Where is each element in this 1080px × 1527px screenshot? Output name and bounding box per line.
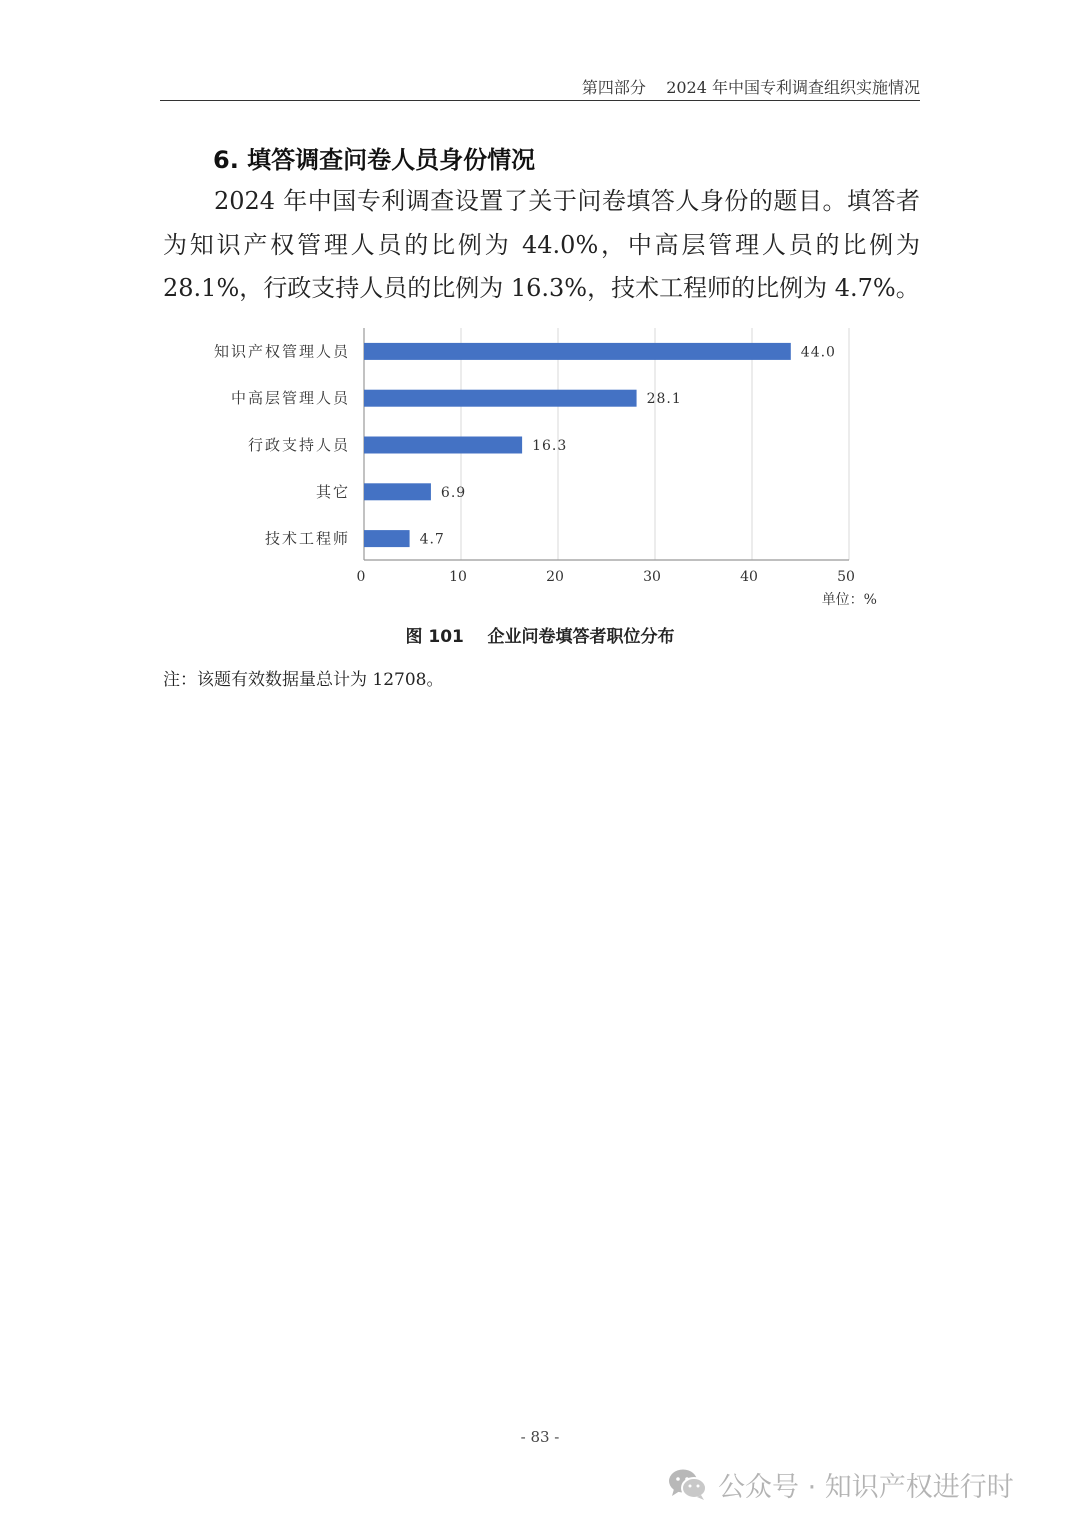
figure-caption bbox=[0, 622, 1080, 647]
x-tick-label: 0 bbox=[356, 569, 366, 585]
category-label: 行政支持人员 bbox=[247, 436, 350, 454]
header-section: 第四部分 bbox=[581, 78, 646, 97]
bar bbox=[364, 437, 522, 454]
x-tick-label: 50 bbox=[837, 569, 855, 585]
bar bbox=[364, 343, 791, 360]
category-label: 知识产权管理人员 bbox=[213, 342, 350, 361]
x-tick-label: 30 bbox=[643, 569, 661, 585]
bar bbox=[364, 390, 637, 407]
x-tick-label: 10 bbox=[449, 569, 467, 585]
data-label: 4.7 bbox=[419, 531, 445, 548]
wechat-icon bbox=[668, 1467, 708, 1501]
watermark-text: 公众号 · 知识产权进行时 bbox=[718, 1471, 1014, 1503]
bar bbox=[364, 483, 431, 500]
data-label: 44.0 bbox=[800, 344, 836, 361]
data-label: 16.3 bbox=[532, 438, 568, 454]
section-title: 6. 填答调查问卷人员身份情况 bbox=[213, 146, 536, 174]
x-tick-label: 40 bbox=[740, 569, 758, 585]
page-number: - 83 - bbox=[520, 1428, 560, 1446]
figure-note: 注：该题有效数据量总计为 12708。 bbox=[163, 670, 444, 690]
category-label: 中高层管理人员 bbox=[230, 389, 350, 408]
header-title: 2024 年中国专利调查组织实施情况 bbox=[666, 78, 920, 97]
figure-title: 企业问卷填答者职位分布 bbox=[487, 627, 675, 647]
running-header bbox=[160, 76, 920, 101]
data-label: 6.9 bbox=[440, 484, 467, 501]
watermark bbox=[668, 1462, 1014, 1506]
category-label: 其它 bbox=[315, 482, 350, 501]
bar bbox=[364, 530, 410, 547]
x-tick-label: 20 bbox=[546, 569, 564, 585]
body-paragraph: 2024 年中国专利调查设置了关于问卷填答人身份的题目。填答者为知识产权管理人员的比例为 44.0%，中高层管理人员的比例为 28.1%，行政支持人员的比例为 16.3%，技术工程师的比例为 4.7%。 bbox=[163, 187, 920, 302]
data-label: 28.1 bbox=[646, 391, 682, 408]
bar-chart bbox=[0, 310, 1080, 620]
unit-label: 单位：% bbox=[821, 592, 877, 608]
category-label: 技术工程师 bbox=[264, 529, 350, 548]
figure-number: 图 101 bbox=[405, 627, 464, 647]
